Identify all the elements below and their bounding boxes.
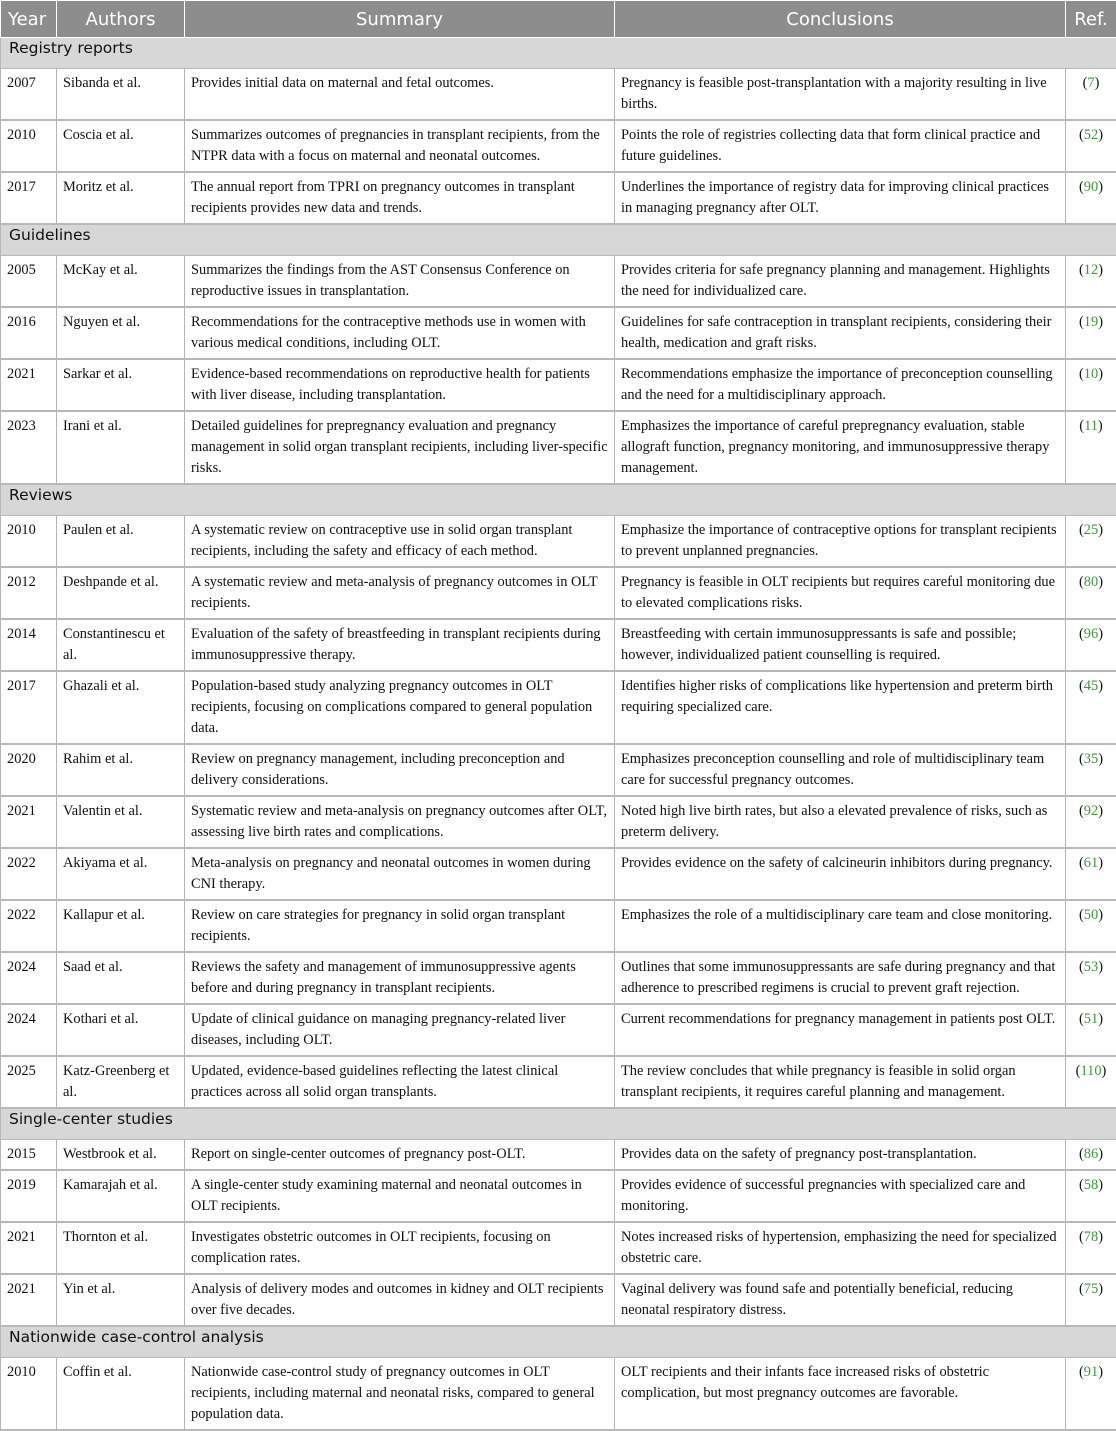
reference-link[interactable]: 25	[1084, 522, 1098, 538]
ref-close-paren: )	[1098, 1146, 1103, 1162]
authors-cell: Deshpande et al.	[57, 567, 185, 619]
table-row	[1, 256, 1116, 308]
ref-close-paren: )	[1098, 626, 1103, 642]
year-cell: 2019	[1, 1170, 57, 1222]
ref-cell	[1066, 120, 1116, 172]
column-header-ref: Ref.	[1066, 1, 1116, 38]
ref-cell	[1066, 1358, 1116, 1431]
ref-cell	[1066, 796, 1116, 848]
ref-open-paren: (	[1079, 803, 1084, 819]
conclusions-cell: Current recommendations for pregnancy management in patients post OLT.	[615, 1004, 1066, 1056]
table-row	[1, 172, 1116, 224]
ref-close-paren: )	[1098, 907, 1103, 923]
summary-cell: Review on care strategies for pregnancy in solid organ transplant recipients.	[185, 900, 615, 952]
year-cell: 2005	[1, 256, 57, 308]
authors-cell: Moritz et al.	[57, 172, 185, 224]
section-title: Single-center studies	[1, 1108, 1116, 1140]
authors-cell: Sibanda et al.	[57, 69, 185, 121]
ref-close-paren: )	[1098, 678, 1103, 694]
conclusions-cell: Points the role of registries collecting data that form clinical practice and future guidelines.	[615, 120, 1066, 172]
ref-open-paren: (	[1083, 75, 1088, 91]
ref-open-paren: (	[1079, 262, 1084, 278]
ref-cell	[1066, 1140, 1116, 1171]
ref-close-paren: )	[1098, 1281, 1103, 1297]
ref-close-paren: )	[1095, 75, 1100, 91]
authors-cell: Sarkar et al.	[57, 359, 185, 411]
ref-open-paren: (	[1079, 127, 1084, 143]
ref-cell	[1066, 516, 1116, 568]
ref-open-paren: (	[1079, 959, 1084, 975]
conclusions-cell: Breastfeeding with certain immunosuppressants is safe and possible; however, individualized patient counselling is required.	[615, 619, 1066, 671]
authors-cell: Kamarajah et al.	[57, 1170, 185, 1222]
summary-cell: Recommendations for the contraceptive methods use in women with various medical conditions, including OLT.	[185, 307, 615, 359]
ref-cell	[1066, 1274, 1116, 1326]
column-header-year: Year	[1, 1, 57, 38]
ref-close-paren: )	[1098, 1177, 1103, 1193]
year-cell: 2016	[1, 307, 57, 359]
authors-cell: Paulen et al.	[57, 516, 185, 568]
authors-cell: Westbrook et al.	[57, 1140, 185, 1171]
ref-close-paren: )	[1098, 1364, 1103, 1380]
ref-open-paren: (	[1079, 855, 1084, 871]
summary-cell: The annual report from TPRI on pregnancy outcomes in transplant recipients provides new data and trends.	[185, 172, 615, 224]
summary-cell: Summarizes outcomes of pregnancies in transplant recipients, from the NTPR data with a focus on maternal and neonatal outcomes.	[185, 120, 615, 172]
ref-close-paren: )	[1098, 314, 1103, 330]
ref-cell	[1066, 952, 1116, 1004]
ref-cell	[1066, 307, 1116, 359]
section-title: Reviews	[1, 484, 1116, 516]
authors-cell: Coscia et al.	[57, 120, 185, 172]
summary-cell: Analysis of delivery modes and outcomes in kidney and OLT recipients over five decades.	[185, 1274, 615, 1326]
table-header	[1, 1, 1116, 38]
summary-cell: Reviews the safety and management of immunosuppressive agents before and during pregnancy in transplant recipients.	[185, 952, 615, 1004]
reference-link[interactable]: 52	[1084, 127, 1098, 143]
conclusions-cell: The review concludes that while pregnancy is feasible in solid organ transplant recipients, it requires careful planning and management.	[615, 1056, 1066, 1108]
year-cell: 2023	[1, 411, 57, 484]
section-header-row	[1, 38, 1116, 69]
table-row	[1, 796, 1116, 848]
year-cell: 2021	[1, 359, 57, 411]
ref-close-paren: )	[1098, 574, 1103, 590]
conclusions-cell: Outlines that some immunosuppressants are safe during pregnancy and that adherence to prescribed regimens is crucial to prevent graft rejection.	[615, 952, 1066, 1004]
reference-link[interactable]: 80	[1084, 574, 1098, 590]
conclusions-cell: OLT recipients and their infants face increased risks of obstetric complication, but most pregnancy outcomes are favorable.	[615, 1358, 1066, 1431]
ref-open-paren: (	[1079, 678, 1084, 694]
year-cell: 2007	[1, 69, 57, 121]
table-body	[1, 38, 1116, 1431]
conclusions-cell: Identifies higher risks of complications like hypertension and preterm birth requiring specialized care.	[615, 671, 1066, 744]
reference-link[interactable]: 92	[1084, 803, 1098, 819]
table-row	[1, 900, 1116, 952]
conclusions-cell: Provides evidence on the safety of calcineurin inhibitors during pregnancy.	[615, 848, 1066, 900]
section-title: Registry reports	[1, 38, 1116, 69]
ref-close-paren: )	[1098, 855, 1103, 871]
ref-open-paren: (	[1079, 1177, 1084, 1193]
reference-link[interactable]: 53	[1084, 959, 1098, 975]
reference-link[interactable]: 86	[1084, 1146, 1098, 1162]
conclusions-cell: Recommendations emphasize the importance of preconception counselling and the need for a multidisciplinary approach.	[615, 359, 1066, 411]
reference-link[interactable]: 50	[1084, 907, 1098, 923]
ref-close-paren: )	[1098, 803, 1103, 819]
ref-cell	[1066, 744, 1116, 796]
ref-open-paren: (	[1079, 574, 1084, 590]
ref-open-paren: (	[1079, 522, 1084, 538]
ref-cell	[1066, 848, 1116, 900]
reference-link[interactable]: 78	[1084, 1229, 1098, 1245]
authors-cell: Nguyen et al.	[57, 307, 185, 359]
summary-cell: Detailed guidelines for prepregnancy evaluation and pregnancy management in solid organ transplant recipients, including liver-specific risks.	[185, 411, 615, 484]
ref-cell	[1066, 172, 1116, 224]
conclusions-cell: Noted high live birth rates, but also a elevated prevalence of risks, such as preterm delivery.	[615, 796, 1066, 848]
column-header-summary: Summary	[185, 1, 615, 38]
ref-cell	[1066, 69, 1116, 121]
ref-open-paren: (	[1079, 179, 1084, 195]
year-cell: 2010	[1, 516, 57, 568]
table-row	[1, 848, 1116, 900]
ref-close-paren: )	[1098, 1229, 1103, 1245]
ref-close-paren: )	[1098, 179, 1103, 195]
section-header-row	[1, 1326, 1116, 1358]
conclusions-cell: Provides data on the safety of pregnancy post-transplantation.	[615, 1140, 1066, 1171]
ref-open-paren: (	[1079, 1229, 1084, 1245]
year-cell: 2021	[1, 1274, 57, 1326]
authors-cell: McKay et al.	[57, 256, 185, 308]
section-header-row	[1, 224, 1116, 256]
summary-cell: Review on pregnancy management, including preconception and delivery considerations.	[185, 744, 615, 796]
ref-open-paren: (	[1079, 751, 1084, 767]
ref-cell	[1066, 1222, 1116, 1274]
authors-cell: Saad et al.	[57, 952, 185, 1004]
reference-link[interactable]: 51	[1084, 1011, 1098, 1027]
ref-cell	[1066, 1004, 1116, 1056]
table-row	[1, 411, 1116, 484]
conclusions-cell: Notes increased risks of hypertension, emphasizing the need for specialized obstetric care.	[615, 1222, 1066, 1274]
table-row	[1, 1004, 1116, 1056]
ref-open-paren: (	[1079, 1364, 1084, 1380]
reference-link[interactable]: 96	[1084, 626, 1098, 642]
summary-cell: Evaluation of the safety of breastfeeding in transplant recipients during immunosuppressive therapy.	[185, 619, 615, 671]
ref-open-paren: (	[1079, 418, 1084, 434]
summary-cell: Report on single-center outcomes of pregnancy post-OLT.	[185, 1140, 615, 1171]
table-row	[1, 1170, 1116, 1222]
year-cell: 2017	[1, 671, 57, 744]
summary-cell: Update of clinical guidance on managing pregnancy-related liver diseases, including OLT.	[185, 1004, 615, 1056]
conclusions-cell: Pregnancy is feasible post-transplantation with a majority resulting in live births.	[615, 69, 1066, 121]
authors-cell: Thornton et al.	[57, 1222, 185, 1274]
year-cell: 2025	[1, 1056, 57, 1108]
conclusions-cell: Underlines the importance of registry data for improving clinical practices in managing pregnancy after OLT.	[615, 172, 1066, 224]
section-header-row	[1, 1108, 1116, 1140]
ref-close-paren: )	[1098, 127, 1103, 143]
conclusions-cell: Pregnancy is feasible in OLT recipients but requires careful monitoring due to elevated complications risks.	[615, 567, 1066, 619]
table-row	[1, 952, 1116, 1004]
ref-close-paren: )	[1102, 1063, 1107, 1079]
ref-cell	[1066, 411, 1116, 484]
reference-link[interactable]: 19	[1084, 314, 1098, 330]
authors-cell: Katz-Greenberg et al.	[57, 1056, 185, 1108]
table-row	[1, 1274, 1116, 1326]
reference-link[interactable]: 75	[1084, 1281, 1098, 1297]
conclusions-cell: Guidelines for safe contraception in transplant recipients, considering their health, medication and graft risks.	[615, 307, 1066, 359]
summary-cell: A systematic review and meta-analysis of pregnancy outcomes in OLT recipients.	[185, 567, 615, 619]
ref-open-paren: (	[1079, 1146, 1084, 1162]
reference-link[interactable]: 35	[1084, 751, 1098, 767]
column-header-authors: Authors	[57, 1, 185, 38]
table-row	[1, 69, 1116, 121]
year-cell: 2021	[1, 1222, 57, 1274]
ref-cell	[1066, 900, 1116, 952]
reference-link[interactable]: 12	[1084, 262, 1098, 278]
reference-link[interactable]: 11	[1084, 418, 1098, 434]
table-row	[1, 744, 1116, 796]
summary-cell: A systematic review on contraceptive use in solid organ transplant recipients, including the safety and efficacy of each method.	[185, 516, 615, 568]
conclusions-cell: Emphasize the importance of contraceptive options for transplant recipients to prevent unplanned pregnancies.	[615, 516, 1066, 568]
year-cell: 2010	[1, 120, 57, 172]
ref-cell	[1066, 567, 1116, 619]
authors-cell: Constantinescu et al.	[57, 619, 185, 671]
authors-cell: Yin et al.	[57, 1274, 185, 1326]
reference-link[interactable]: 91	[1084, 1364, 1098, 1380]
conclusions-cell: Emphasizes the importance of careful prepregnancy evaluation, stable allograft function, pregnancy monitoring, and immunosuppressive therapy management.	[615, 411, 1066, 484]
year-cell: 2024	[1, 952, 57, 1004]
section-title: Nationwide case-control analysis	[1, 1326, 1116, 1358]
year-cell: 2022	[1, 848, 57, 900]
authors-cell: Kothari et al.	[57, 1004, 185, 1056]
column-header-conclusions: Conclusions	[615, 1, 1066, 38]
ref-cell	[1066, 256, 1116, 308]
authors-cell: Coffin et al.	[57, 1358, 185, 1431]
ref-close-paren: )	[1098, 418, 1103, 434]
reference-link[interactable]: 7	[1087, 75, 1094, 91]
year-cell: 2015	[1, 1140, 57, 1171]
ref-close-paren: )	[1098, 262, 1103, 278]
summary-cell: Provides initial data on maternal and fetal outcomes.	[185, 69, 615, 121]
ref-close-paren: )	[1098, 1011, 1103, 1027]
summary-cell: Meta-analysis on pregnancy and neonatal outcomes in women during CNI therapy.	[185, 848, 615, 900]
ref-open-paren: (	[1079, 1011, 1084, 1027]
summary-cell: Systematic review and meta-analysis on pregnancy outcomes after OLT, assessing live birth rates and complications.	[185, 796, 615, 848]
summary-cell: A single-center study examining maternal and neonatal outcomes in OLT recipients.	[185, 1170, 615, 1222]
reference-link[interactable]: 61	[1084, 855, 1098, 871]
reference-link[interactable]: 110	[1080, 1063, 1101, 1079]
authors-cell: Rahim et al.	[57, 744, 185, 796]
conclusions-cell: Emphasizes the role of a multidisciplinary care team and close monitoring.	[615, 900, 1066, 952]
authors-cell: Kallapur et al.	[57, 900, 185, 952]
conclusions-cell: Vaginal delivery was found safe and potentially beneficial, reducing neonatal respiratory distress.	[615, 1274, 1066, 1326]
table-row	[1, 619, 1116, 671]
table-row	[1, 671, 1116, 744]
summary-cell: Summarizes the findings from the AST Consensus Conference on reproductive issues in transplantation.	[185, 256, 615, 308]
ref-open-paren: (	[1079, 1281, 1084, 1297]
table-row	[1, 1222, 1116, 1274]
reference-link[interactable]: 58	[1084, 1177, 1098, 1193]
table-row	[1, 307, 1116, 359]
ref-open-paren: (	[1079, 314, 1084, 330]
summary-cell: Evidence-based recommendations on reproductive health for patients with liver disease, including transplantation.	[185, 359, 615, 411]
ref-close-paren: )	[1098, 366, 1103, 382]
summary-cell: Population-based study analyzing pregnancy outcomes in OLT recipients, focusing on complications compared to general population data.	[185, 671, 615, 744]
year-cell: 2010	[1, 1358, 57, 1431]
authors-cell: Ghazali et al.	[57, 671, 185, 744]
year-cell: 2024	[1, 1004, 57, 1056]
table-row	[1, 1140, 1116, 1171]
section-header-row	[1, 484, 1116, 516]
year-cell: 2020	[1, 744, 57, 796]
reference-link[interactable]: 90	[1084, 179, 1098, 195]
year-cell: 2021	[1, 796, 57, 848]
table-row	[1, 1358, 1116, 1431]
ref-cell	[1066, 671, 1116, 744]
ref-open-paren: (	[1079, 626, 1084, 642]
conclusions-cell: Provides criteria for safe pregnancy planning and management. Highlights the need for individualized care.	[615, 256, 1066, 308]
year-cell: 2017	[1, 172, 57, 224]
ref-close-paren: )	[1098, 751, 1103, 767]
ref-cell	[1066, 1170, 1116, 1222]
table-row	[1, 567, 1116, 619]
year-cell: 2012	[1, 567, 57, 619]
conclusions-cell: Provides evidence of successful pregnancies with specialized care and monitoring.	[615, 1170, 1066, 1222]
ref-cell	[1066, 619, 1116, 671]
year-cell: 2022	[1, 900, 57, 952]
authors-cell: Akiyama et al.	[57, 848, 185, 900]
year-cell: 2014	[1, 619, 57, 671]
table-row	[1, 516, 1116, 568]
authors-cell: Irani et al.	[57, 411, 185, 484]
table-row	[1, 120, 1116, 172]
conclusions-cell: Emphasizes preconception counselling and role of multidisciplinary team care for successful pregnancy outcomes.	[615, 744, 1066, 796]
table-row	[1, 359, 1116, 411]
ref-cell	[1066, 359, 1116, 411]
ref-close-paren: )	[1098, 522, 1103, 538]
ref-close-paren: )	[1098, 959, 1103, 975]
ref-open-paren: (	[1079, 907, 1084, 923]
summary-cell: Nationwide case-control study of pregnancy outcomes in OLT recipients, including maternal and neonatal risks, compared to general population data.	[185, 1358, 615, 1431]
ref-open-paren: (	[1079, 366, 1084, 382]
ref-open-paren: (	[1076, 1063, 1081, 1079]
summary-cell: Investigates obstetric outcomes in OLT recipients, focusing on complication rates.	[185, 1222, 615, 1274]
section-title: Guidelines	[1, 224, 1116, 256]
table-row	[1, 1056, 1116, 1108]
reference-link[interactable]: 45	[1084, 678, 1098, 694]
ref-cell	[1066, 1056, 1116, 1108]
summary-cell: Updated, evidence-based guidelines reflecting the latest clinical practices across all solid organ transplants.	[185, 1056, 615, 1108]
authors-cell: Valentin et al.	[57, 796, 185, 848]
reference-link[interactable]: 10	[1084, 366, 1098, 382]
